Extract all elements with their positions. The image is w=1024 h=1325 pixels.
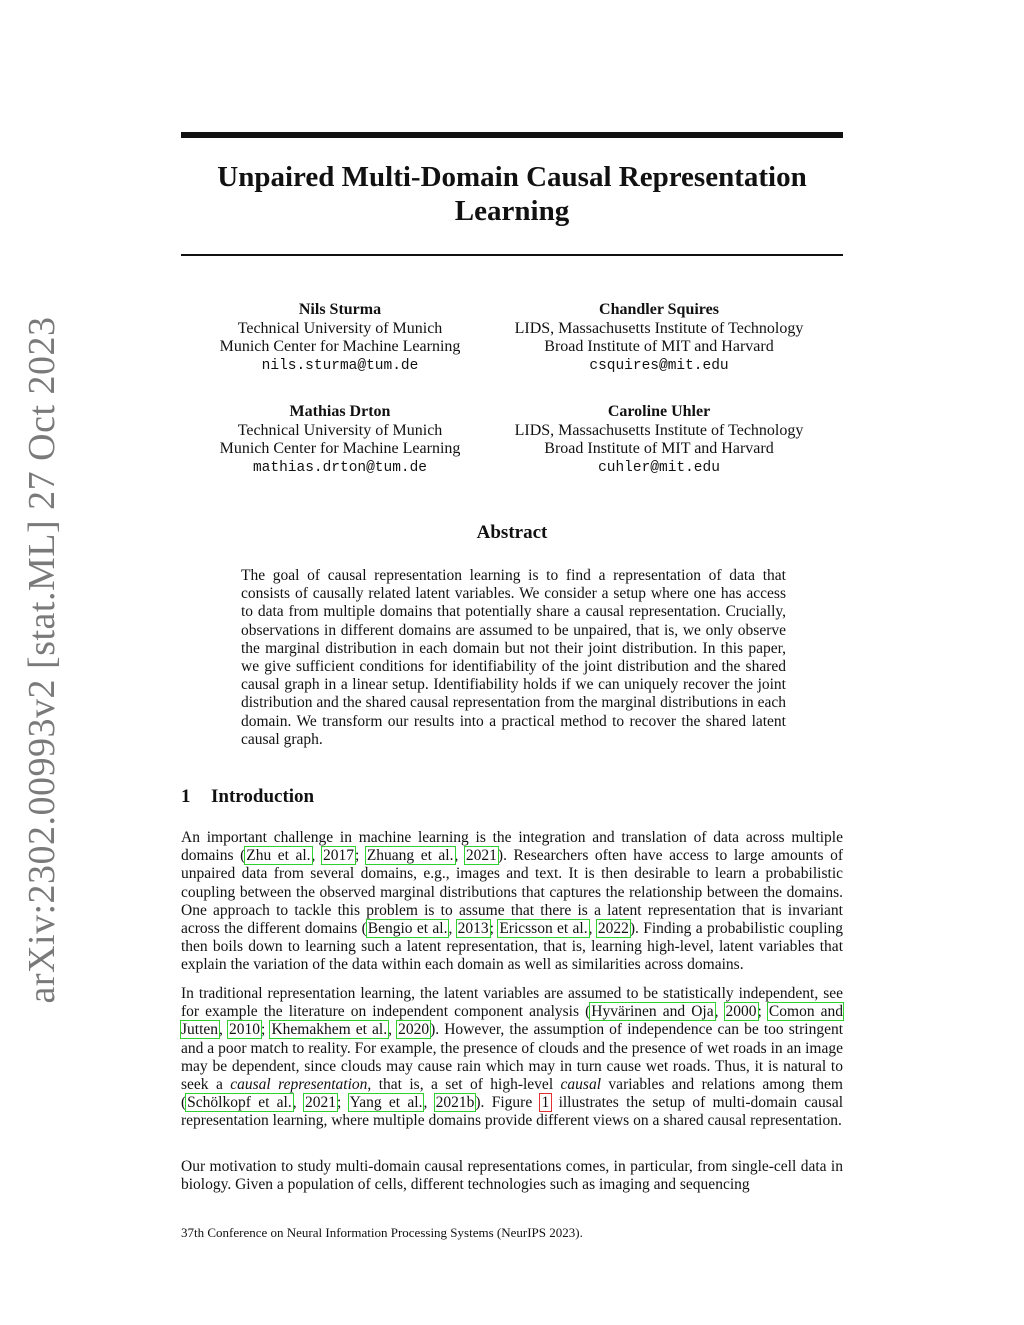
paragraph [181, 1158, 843, 1194]
author-affiliation: Munich Center for Machine Learning [219, 338, 461, 355]
text: , that is, a set of high-level [367, 1076, 561, 1094]
text: ; [261, 1021, 271, 1039]
text: variables and relations among them ( [181, 1076, 843, 1112]
author-affiliation: Munich Center for Machine Learning [219, 440, 461, 457]
text: , [311, 847, 322, 865]
author-email[interactable]: csquires@mit.edu [589, 357, 729, 374]
author-affiliation: LIDS, Massachusetts Institute of Technology [514, 421, 804, 439]
paragraph [181, 829, 843, 975]
text: , [219, 1021, 229, 1039]
citation-link[interactable]: 2022 [597, 920, 629, 938]
citation-link[interactable]: 2000 [725, 1003, 757, 1021]
text: ). Finding a probabilistic coupling then boils down to learning such a latent representation, that is, learning high-level, latent variables that explain the variation of the data within each domain as well as similarities across domains. [181, 920, 844, 974]
text: , [448, 920, 457, 938]
text: , [588, 920, 597, 938]
citation-link[interactable]: Schölkopf et al. [187, 1094, 292, 1112]
abstract-heading: Abstract [476, 522, 548, 543]
author-name: Nils Sturma [298, 301, 382, 318]
author-email[interactable]: nils.sturma@tum.de [261, 357, 419, 374]
text: , [292, 1094, 304, 1112]
emphasis: causal [560, 1076, 602, 1094]
author-affiliation: Technical University of Munich [237, 319, 443, 337]
text: ). However, the assumption of independence can be too stringent and a poor match to reality. For example, the presence of clouds and the presence of wet roads in an image may be dependent, since clouds may cause rain which may in turn cause wet roads. Thus, it is natural to seek a [181, 1021, 844, 1094]
author-block [180, 403, 500, 477]
author-affiliation: LIDS, Massachusetts Institute of Technology [514, 319, 804, 337]
citation-link[interactable]: Zhuang et al. [366, 847, 454, 865]
title-rule-bottom [181, 254, 843, 256]
author-email[interactable]: mathias.drton@tum.de [252, 459, 428, 476]
figure-link[interactable]: 1 [541, 1094, 550, 1112]
citation-link[interactable]: 2021b [435, 1094, 475, 1112]
text: , [454, 847, 465, 865]
citation-link[interactable]: 2020 [398, 1021, 430, 1039]
citation-link[interactable]: Ericsson et al. [499, 920, 588, 938]
abstract-text: The goal of causal representation learning is to find a representation of data that consists of causally related latent variables. We consider a setup where one has access to data from multiple domains that potentially share a causal representation. Crucially, observations in different domains are assumed to be unpaired, that is, we only observe the marginal distribution in each domain but not their joint distribution. In this paper, we give sufficient conditions for identifiability of the joint distribution and the shared causal graph in a linear setup. Identifiability holds if we can uniquely recover the joint distribution and the shared causal representation from the marginal distributions in each domain. We transform our results into a practical method to recover the shared latent causal graph. [241, 567, 786, 748]
author-email[interactable]: cuhler@mit.edu [598, 459, 720, 476]
emphasis: causal representation [230, 1076, 368, 1094]
section-number: 1 [181, 786, 191, 807]
author-name: Caroline Uhler [607, 403, 711, 420]
section-heading [181, 786, 314, 808]
citation-link[interactable]: 2021 [304, 1094, 336, 1112]
text: ; [354, 847, 366, 865]
text: ; [489, 920, 499, 938]
citation-link[interactable]: 2010 [229, 1021, 261, 1039]
paragraph [181, 985, 843, 1131]
citation-link[interactable]: Comon and Jutten [181, 1003, 844, 1039]
text: ; [757, 1003, 768, 1021]
text: , [423, 1094, 435, 1112]
citation-link[interactable]: Khemakhem et al. [271, 1021, 388, 1039]
author-name: Mathias Drton [289, 403, 391, 420]
text: illustrates the setup of multi-domain causal representation learning, where multiple domains provide different views on a shared causal representation. [181, 1094, 844, 1130]
text: , [388, 1021, 398, 1039]
author-name: Chandler Squires [599, 301, 719, 318]
citation-link[interactable]: Zhu et al. [246, 847, 311, 865]
text: ; [336, 1094, 349, 1112]
citation-link[interactable]: Hyvärinen and Oja [591, 1003, 714, 1021]
paper-title: Unpaired Multi-Domain Causal Representation Learning [217, 161, 807, 227]
author-block [499, 301, 819, 375]
text: An important challenge in machine learning is the integration and translation of data across multiple domains ( [181, 829, 843, 865]
paragraph-text: Our motivation to study multi-domain causal representations comes, in particular, from single-cell data in biology. Given a population of cells, different technologies such as imaging and sequencing [181, 1158, 843, 1194]
conference-footer: 37th Conference on Neural Information Processing Systems (NeurIPS 2023). [181, 1225, 583, 1240]
author-affiliation: Broad Institute of MIT and Harvard [544, 338, 774, 355]
citation-link[interactable]: 2017 [322, 847, 354, 865]
section-title: Introduction [211, 786, 315, 807]
citation-link[interactable]: 2021 [465, 847, 497, 865]
title-rule-top [181, 132, 843, 138]
text: ). Figure [475, 1094, 540, 1112]
text: , [714, 1003, 725, 1021]
arxiv-id: arXiv:2302.00993v2 [stat.ML] 27 Oct 2023 [21, 316, 63, 1004]
author-block [180, 301, 500, 375]
text: In traditional representation learning, the latent variables are assumed to be statistically independent, see for example the literature on independent component analysis ( [181, 985, 843, 1021]
author-affiliation: Technical University of Munich [237, 421, 443, 439]
citation-link[interactable]: Bengio et al. [367, 920, 448, 938]
author-block [499, 403, 819, 477]
author-affiliation: Broad Institute of MIT and Harvard [544, 440, 774, 457]
citation-link[interactable]: Yang et al. [349, 1094, 423, 1112]
citation-link[interactable]: 2013 [457, 920, 489, 938]
text: ). Researchers often have access to large amounts of unpaired data from several domains, e.g., images and text. It is then desirable to learn a probabilistic coupling between the observed marginal distributions that captures the relationship between the domains. One approach to tackle this problem is to assume that there is a latent representation that is invariant across the different domains ( [181, 847, 844, 938]
